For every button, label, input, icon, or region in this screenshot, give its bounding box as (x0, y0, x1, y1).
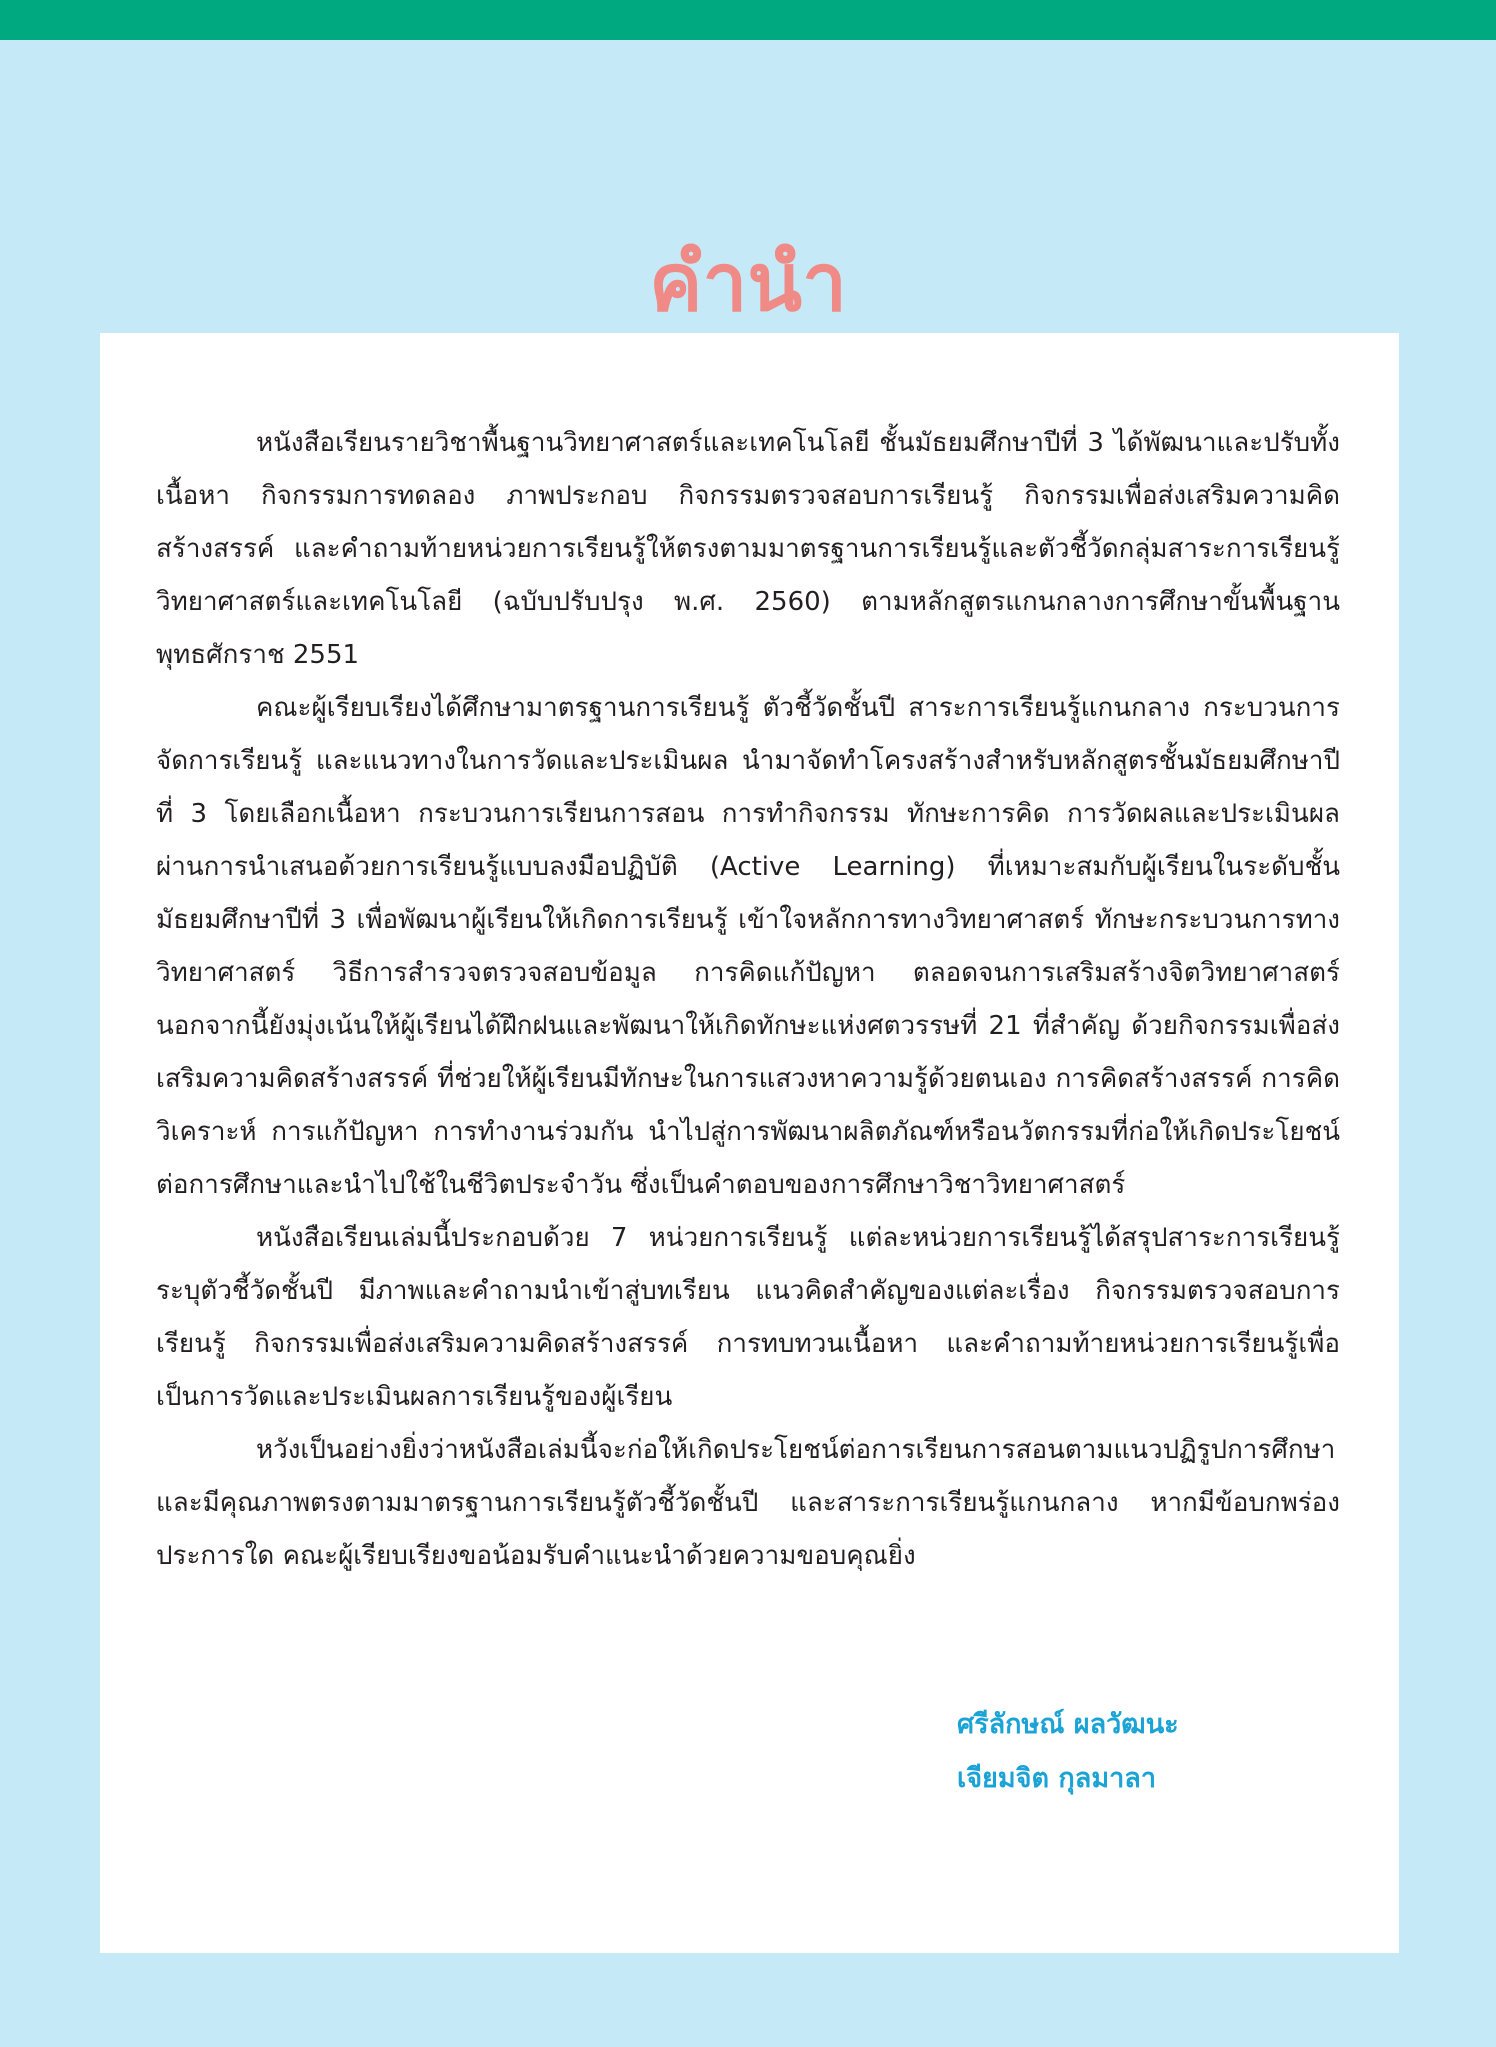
preface-body (156, 417, 1340, 1583)
author-signatures (957, 1698, 1179, 1806)
preface-paragraph: คณะผู้เรียบเรียงได้ศึกษามาตรฐานการเรียนรู้ ตัวชี้วัดชั้นปี สาระการเรียนรู้แกนกลาง กระบวนการจัดการเรียนรู้ และแนวทางในการวัดและประเมินผล นำมาจัดทำโครงสร้างสำหรับหลักสูตรชั้นมัธยมศึกษาปีที่ 3 โดยเลือกเนื้อหา กระบวนการเรียนการสอน การทำกิจกรรม ทักษะการคิด การวัดผลและประเมินผล ผ่านการนำเสนอด้วยการเรียนรู้แบบลงมือปฏิบัติ (Active Learning) ที่เหมาะสมกับผู้เรียนในระดับชั้นมัธยมศึกษาปีที่ 3 เพื่อพัฒนาผู้เรียนให้เกิดการเรียนรู้ เข้าใจหลักการทางวิทยาศาสตร์ ทักษะกระบวนการทางวิทยาศาสตร์ วิธีการสำรวจตรวจสอบข้อมูล การคิดแก้ปัญหา ตลอดจนการเสริมสร้างจิตวิทยาศาสตร์ นอกจากนี้ยังมุ่งเน้นให้ผู้เรียนได้ฝึกฝนและพัฒนาให้เกิดทักษะแห่งศตวรรษที่ 21 ที่สำคัญ ด้วยกิจกรรมเพื่อส่งเสริมความคิดสร้างสรรค์ ที่ช่วยให้ผู้เรียนมีทักษะในการแสวงหาความรู้ด้วยตนเอง การคิดสร้างสรรค์ การคิดวิเคราะห์ การแก้ปัญหา การทำงานร่วมกัน นำไปสู่การพัฒนาผลิตภัณฑ์หรือนวัตกรรมที่ก่อให้เกิดประโยชน์ต่อการศึกษาและนำไปใช้ในชีวิตประจำวัน ซึ่งเป็นคำตอบของการศึกษาวิชาวิทยาศาสตร์ (156, 693, 1340, 1200)
author-name: ศรีลักษณ์ ผลวัฒนะ (957, 1709, 1179, 1740)
preface-paragraph: หนังสือเรียนรายวิชาพื้นฐานวิทยาศาสตร์และเทคโนโลยี ชั้นมัธยมศึกษาปีที่ 3 ได้พัฒนาและปรับทั้งเนื้อหา กิจกรรมการทดลอง ภาพประกอบ กิจกรรมตรวจสอบการเรียนรู้ กิจกรรมเพื่อส่งเสริมความคิดสร้างสรรค์ และคำถามท้ายหน่วยการเรียนรู้ให้ตรงตามมาตรฐานการเรียนรู้และตัวชี้วัดกลุ่มสาระการเรียนรู้วิทยาศาสตร์และเทคโนโลยี (ฉบับปรับปรุง พ.ศ. 2560) ตามหลักสูตรแกนกลางการศึกษาขั้นพื้นฐาน พุทธศักราช 2551 (156, 428, 1340, 670)
content-card (100, 333, 1399, 1953)
page-title: คำนำ (648, 236, 848, 329)
author-name: เจียมจิต กุลมาลา (957, 1763, 1156, 1794)
preface-paragraph: หวังเป็นอย่างยิ่งว่าหนังสือเล่มนี้จะก่อให้เกิดประโยชน์ต่อการเรียนการสอนตามแนวปฏิรูปการศึกษา และมีคุณภาพตรงตามมาตรฐานการเรียนรู้ตัวชี้วัดชั้นปี และสาระการเรียนรู้แกนกลาง หากมีข้อบกพร่องประการใด คณะผู้เรียบเรียงขอน้อมรับคำแนะนำด้วยความขอบคุณยิ่ง (156, 1435, 1340, 1571)
preface-paragraph: หนังสือเรียนเล่มนี้ประกอบด้วย 7 หน่วยการเรียนรู้ แต่ละหน่วยการเรียนรู้ได้สรุปสาระการเรียนรู้ ระบุตัวชี้วัดชั้นปี มีภาพและคำถามนำเข้าสู่บทเรียน แนวคิดสำคัญของแต่ละเรื่อง กิจกรรมตรวจสอบการเรียนรู้ กิจกรรมเพื่อส่งเสริมความคิดสร้างสรรค์ การทบทวนเนื้อหา และคำถามท้ายหน่วยการเรียนรู้เพื่อเป็นการวัดและประเมินผลการเรียนรู้ของผู้เรียน (156, 1223, 1340, 1412)
top-color-bar (0, 0, 1496, 40)
